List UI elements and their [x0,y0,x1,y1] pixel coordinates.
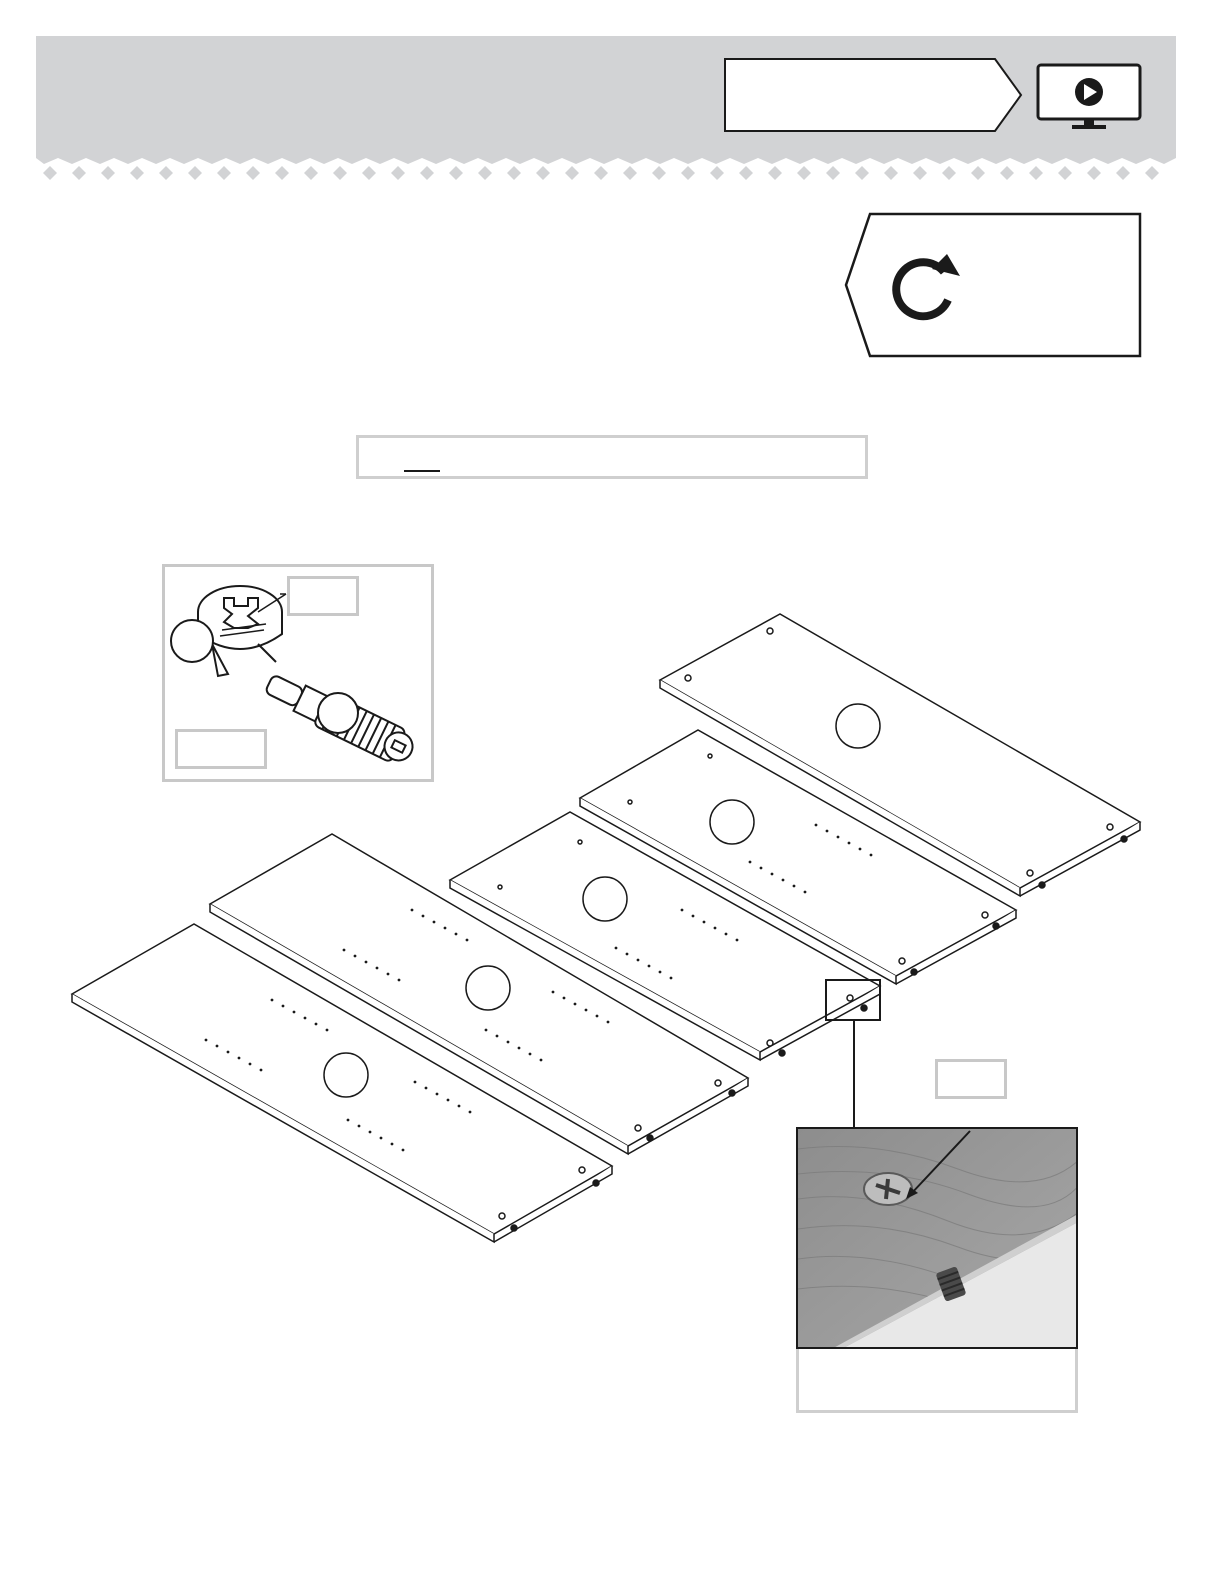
shelf-pin-hole [293,1011,296,1014]
shelf-pin-hole [411,909,414,912]
shelf-pin-hole [681,909,684,912]
shelf-pin-hole [804,891,807,894]
shelf-pin-hole [391,1143,394,1146]
shelf-pin-hole [670,977,673,980]
shelf-pin-hole [596,1015,599,1018]
shelf-pin-hole [648,965,651,968]
shelf-pin-hole [249,1063,252,1066]
shelf-pin-hole [414,1081,417,1084]
shelf-pin-hole [714,927,717,930]
shelf-pin-hole [782,879,785,882]
shelf-pin-hole [444,927,447,930]
shelf-pin-hole [347,1119,350,1122]
shelf-pin-hole [615,947,618,950]
shelf-pin-hole [529,1053,532,1056]
rotate-step-tag [844,212,1142,358]
shelf-pin-hole [216,1045,219,1048]
shelf-pin-hole [507,1041,510,1044]
shelf-pin-hole [227,1051,230,1054]
shelf-pin-hole [637,959,640,962]
shelf-pin-hole [725,933,728,936]
shelf-pin-hole [870,854,873,857]
shelf-pin-hole [315,1023,318,1026]
shelf-pin-hole [760,867,763,870]
shelf-pin-hole [422,915,425,918]
shelf-pin-hole [692,915,695,918]
shelf-pin-hole [326,1029,329,1032]
shelf-pin-hole [749,861,752,864]
shelf-pin-hole [402,1149,405,1152]
shelf-pin-hole [271,999,274,1002]
note-box [356,435,868,479]
shelf-pin-hole [859,848,862,851]
video-play-icon[interactable] [1036,63,1142,131]
cam-lock-photo [796,1127,1078,1349]
shelf-pin-hole [369,1131,372,1134]
shelf-pin-hole [304,1017,307,1020]
shelf-pin-hole [387,973,390,976]
shelf-pin-hole [793,885,796,888]
shelf-pin-hole [469,1111,472,1114]
shelf-pin-hole [343,949,346,952]
shelf-pin-hole [447,1099,450,1102]
shelf-pin-hole [398,979,401,982]
photo-caption-box [796,1349,1078,1413]
shelf-pin-hole [736,939,739,942]
shelf-pin-hole [238,1057,241,1060]
shelf-pin-hole [436,1093,439,1096]
diamond-divider [36,150,1176,190]
shelf-pin-hole [659,971,662,974]
shelf-pin-hole [485,1029,488,1032]
shelf-pin-hole [282,1005,285,1008]
shelf-pin-hole [496,1035,499,1038]
shelf-pin-hole [771,873,774,876]
shelf-pin-hole [455,933,458,936]
photo-label [935,1059,1007,1099]
shelf-pin-hole [837,836,840,839]
shelf-pin-hole [358,1125,361,1128]
shelf-pin-hole [376,967,379,970]
shelf-pin-hole [826,830,829,833]
shelf-pin-hole [205,1039,208,1042]
shelf-pin-hole [552,991,555,994]
shelf-pin-hole [365,961,368,964]
shelf-pin-hole [260,1069,263,1072]
shelf-pin-hole [585,1009,588,1012]
shelf-pin-hole [815,824,818,827]
shelf-pin-hole [380,1137,383,1140]
shelf-pin-hole [563,997,566,1000]
shelf-pin-hole [703,921,706,924]
shelf-pin-hole [458,1105,461,1108]
shelf-pin-hole [466,939,469,942]
video-arrow-tag [723,57,1023,133]
shelf-pin-hole [848,842,851,845]
shelf-pin-hole [425,1087,428,1090]
shelf-pin-hole [607,1021,610,1024]
shelf-pin-hole [626,953,629,956]
shelf-pin-hole [433,921,436,924]
shelf-pin-hole [354,955,357,958]
shelf-pin-hole [518,1047,521,1050]
shelf-pin-hole [574,1003,577,1006]
shelf-pin-hole [540,1059,543,1062]
note-underline [404,470,440,472]
